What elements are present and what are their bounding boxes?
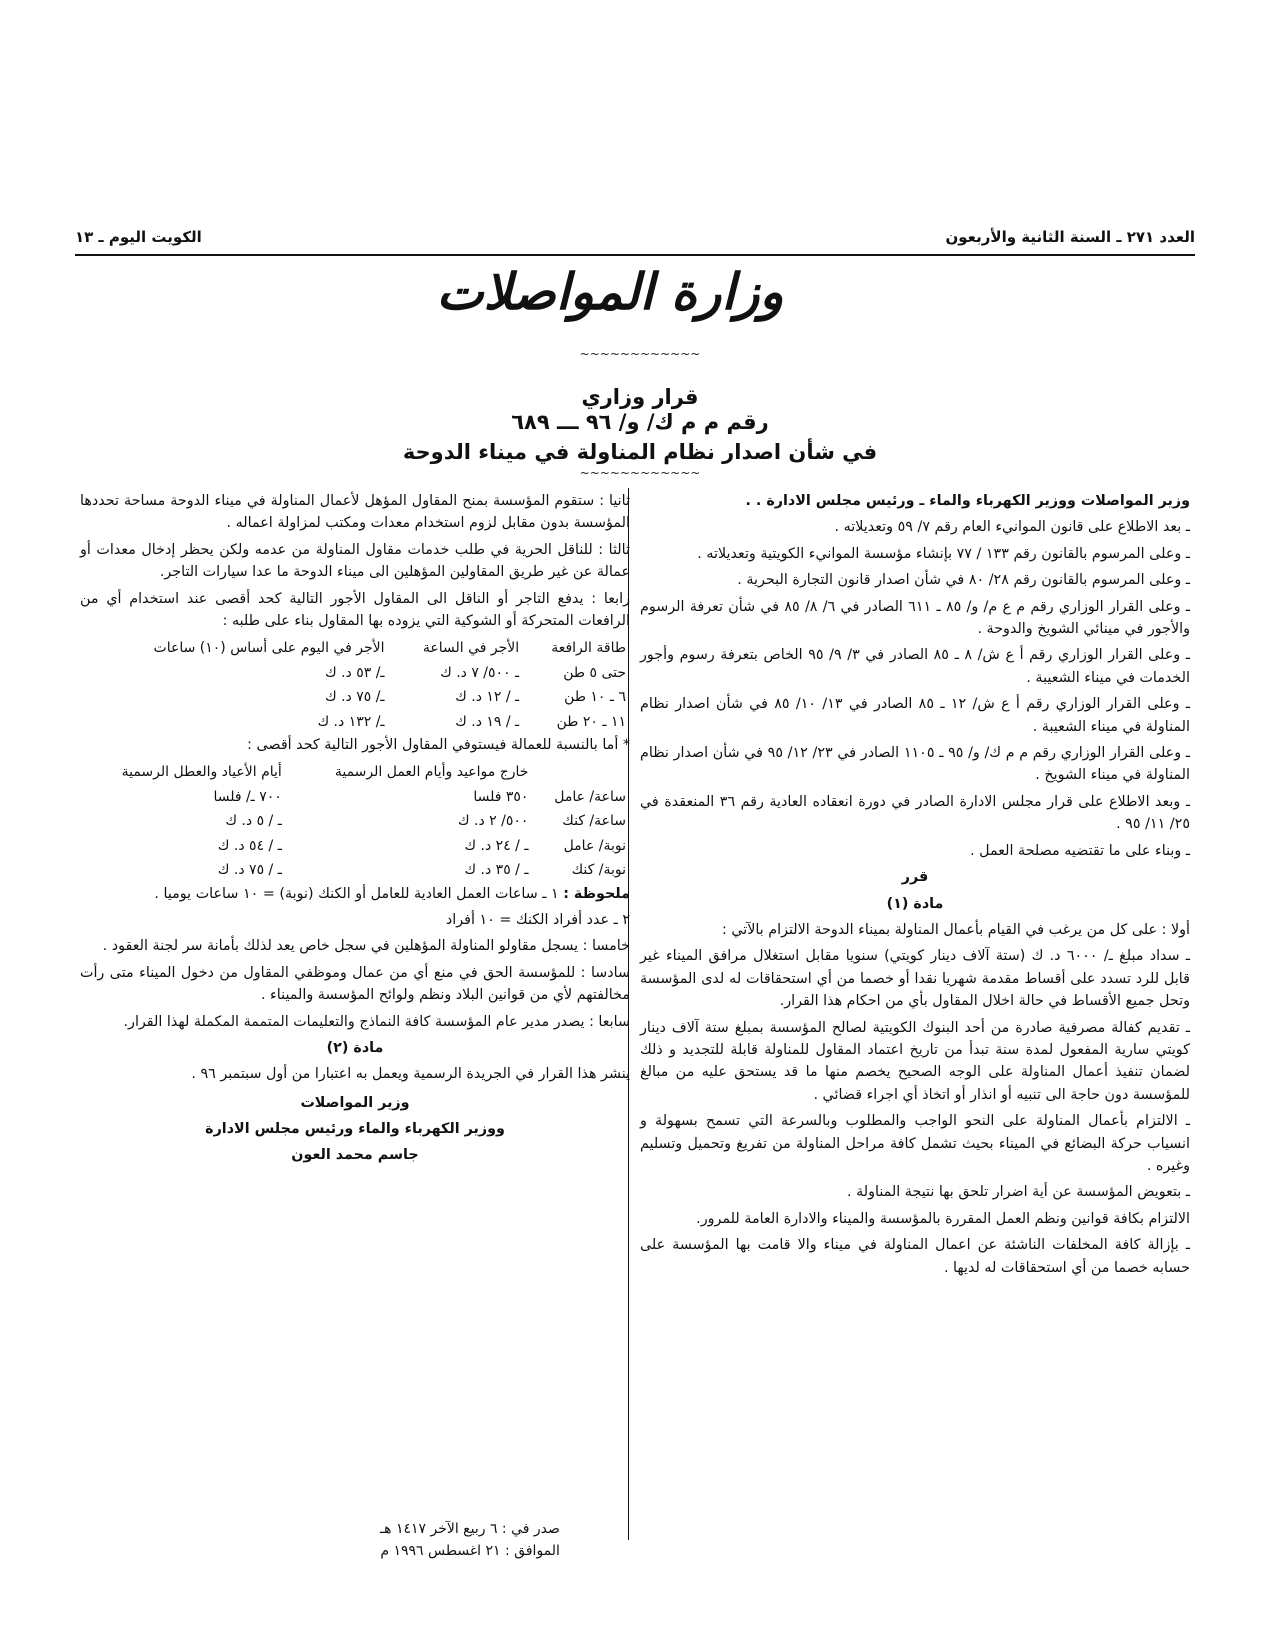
decree-title: قرار وزاري	[581, 385, 699, 409]
table-cell: ـ/ ٧٥ د. ك	[325, 689, 385, 706]
table-cell: ٧٠٠ ـ/ فلسا	[213, 788, 282, 805]
preamble-item: ـ وعلى المرسوم بالقانون رقم ٢٨/ ٨٠ في شأن اصدار قانون التجارة البحرية .	[737, 572, 1190, 589]
table-cell: ـ / ٧٥ د. ك	[217, 862, 282, 879]
table-cell: ـ / ٣٥ د. ك	[464, 862, 529, 879]
table-header-cell: الأجر في الساعة	[422, 640, 520, 657]
article-clause: سابعا : يصدر مدير عام المؤسسة كافة النماذج والتعليمات المتممة المكملة لهذا القرار.	[123, 1013, 630, 1030]
signatory-name: جاسم محمد العون	[291, 1146, 419, 1163]
note	[80, 883, 630, 905]
ornament-divider-2: ~~~~~~~~~~~~	[579, 466, 701, 480]
table-cell: ـ/ ١٣٢ د. ك	[317, 713, 385, 730]
note-label: ملحوظة :	[563, 885, 630, 902]
table-header-cell: خارج مواعيد وأيام العمل الرسمية	[334, 764, 529, 781]
decides-heading: قرر	[901, 869, 929, 886]
table-cell: ـ / ٥٤ د. ك	[217, 837, 282, 854]
table-row	[80, 685, 630, 709]
table-cell: ـ / ٥ د. ك	[225, 813, 282, 830]
left-column	[80, 490, 630, 1168]
crane-rates-table	[80, 636, 630, 734]
article-clause: ـ الالتزام بأعمال المناولة على النحو الواجب والمطلوب وبالسرعة التي تسمح بسهولة و انسياب حركة البضائع في الميناء بحيث تشمل كافة مراحل المناولة من تفريغ وتحميل وتسليم وغيره .	[640, 1113, 1190, 1174]
issued-date	[380, 1518, 560, 1562]
table-row	[80, 661, 630, 685]
table-row	[80, 834, 630, 858]
decree-number: رقم م م ك/ و/ ٩٦ ـــ ٦٨٩	[511, 410, 769, 434]
issued-gregorian: الموافق : ٢١ اغسطس ١٩٩٦ م	[380, 1543, 560, 1559]
article-clause: ينشر هذا القرار في الجريدة الرسمية ويعمل به اعتبارا من أول سبتمبر ٩٦ .	[191, 1066, 630, 1083]
table-row	[80, 785, 630, 809]
preamble-item: ـ بعد الاطلاع على قانون الموانيء العام رقم ٧/ ٥٩ وتعديلاته .	[834, 519, 1190, 536]
preamble-item: ـ وعلى القرار الوزاري رقم م م ك/ و/ ٩٥ ـ ١١٠٥ الصادر في ٢٣/ ١٢/ ٩٥ في شأن اصدار نظام المناولة في ميناء الشويخ .	[640, 745, 1190, 784]
article-clause: الالتزام بكافة قوانين ونظم العمل المقررة بالمؤسسة والميناء والادارة العامة للمرور.	[696, 1210, 1190, 1227]
article-clause: خامسا : يسجل مقاولو المناولة المؤهلين في سجل خاص يعد لذلك بأمانة سر لجنة العقود .	[102, 938, 630, 955]
table-cell: ـ / ١٢ د. ك	[455, 689, 520, 706]
labor-rates-intro: * أما بالنسبة للعمالة فيستوفي المقاول الأجور التالية كحد أقصى :	[247, 737, 630, 754]
right-column	[640, 490, 1190, 1283]
table-cell: ـ / ١٩ د. ك	[455, 713, 520, 730]
preamble-minister: وزير المواصلات ووزير الكهرباء والماء ـ ورئيس مجلس الادارة . .	[745, 493, 1190, 509]
article-clause: ـ بتعويض المؤسسة عن أية اضرار تلحق بها نتيجة المناولة .	[846, 1184, 1190, 1201]
table-header-cell: طاقة الرافعة	[551, 640, 626, 657]
table-header-cell	[532, 760, 630, 784]
ornament-divider: ~~~~~~~~~~~~	[579, 347, 701, 361]
note-text: ١ ـ ساعات العمل العادية للعامل أو الكنك (نوبة) = ١٠ ساعات يوميا .	[154, 885, 559, 902]
table-cell: ٣٥٠ فلسا	[473, 788, 529, 805]
article-clause: أولا : على كل من يرغب في القيام بأعمال المناولة بميناء الدوحة الالتزام بالآتي :	[721, 921, 1190, 938]
preamble-item: ـ وبعد الاطلاع على قرار مجلس الادارة الصادر في دورة انعقاده العادية رقم ٣٦ المنعقدة في ٢٥/ ١١/ ٩٥ .	[640, 793, 1191, 833]
table-row	[80, 710, 630, 734]
preamble-item: ـ وعلى القرار الوزاري رقم أ ع ش/ ٨ ـ ٨٥ الصادر في ٣/ ٩/ ٩٥ الخاص بتعرفة رسوم وأجور الخدمات في ميناء الشعيبة .	[640, 647, 1190, 686]
gazette-page-number: الكويت اليوم ـ ١٣	[75, 228, 202, 246]
table-cell: ٥٠٠/ ٢ د. ك	[458, 813, 529, 830]
preamble-item: ـ وعلى القرار الوزاري رقم م ع م/ و/ ٨٥ ـ ٦١١ الصادر في ٦/ ٨/ ٨٥ في شأن تعرفة الرسوم والأجور في مينائي الشويخ والدوحة .	[640, 598, 1190, 638]
labor-rates-table	[80, 760, 630, 882]
note-text: ٢ ـ عدد أفراد الكنك = ١٠ أفراد	[445, 911, 630, 928]
issue-number: العدد ٢٧١ ـ السنة الثانية والأربعون	[945, 228, 1195, 246]
table-header-row	[80, 760, 630, 784]
table-cell: ـ/ ٥٣ د. ك	[325, 664, 385, 681]
article-clause: رابعا : يدفع التاجر أو الناقل الى المقاول الأجور التالية كحد أقصى عند استخدام أي من الرافعات المتحركة أو الشوكية التي يزوده بها المقاول بناء على طلبه :	[80, 590, 630, 630]
preamble-item: ـ وبناء على ما تقتضيه مصلحة العمل .	[970, 842, 1190, 859]
table-cell: ساعة/ عامل	[554, 788, 626, 805]
article-2-heading: مادة (٢)	[326, 1039, 384, 1056]
article-clause: ـ تقديم كفالة مصرفية صادرة من أحد البنوك الكويتية لصالح المؤسسة بمبلغ ستة آلاف دينار كويتي سارية المفعول لمدة سنة تبدأ من تاريخ اعتماد المقاول للمناولة قابلة للتجديد و ذلك لضمان تنفيذ أعمال المناولة على الوجه الصحيح يخصم منها ما قد يستحق عليه من مبالغ للمؤسسة دون حاجة الى تنبيه أو انذار أو اتخاذ أي اجراء قضائي .	[640, 1019, 1190, 1103]
signature-block	[80, 1090, 630, 1168]
article-1-heading: مادة (١)	[886, 895, 944, 912]
article-clause: ـ بإزالة كافة المخلفات الناشئة عن اعمال المناولة في ميناء والا قامت بها المؤسسة على حسابه خصما من أي استحقاقات له لديها .	[640, 1237, 1190, 1276]
article-clause: ثالثا : للناقل الحرية في طلب خدمات مقاول المناولة من عدمه ولكن يحظر إدخال معدات أو عمالة عن غير طريق المقاولين المؤهلين الى ميناء الدوحة ما عدا سيارات التاجر.	[80, 541, 630, 581]
table-cell: ـ / ٢٤ د. ك	[464, 837, 529, 854]
table-cell: ١١ ـ ٢٠ طن	[556, 713, 626, 730]
table-row	[80, 809, 630, 833]
table-cell: حتى ٥ طن	[563, 664, 626, 681]
article-clause: ثانيا : ستقوم المؤسسة بمنح المقاول المؤهل لأعمال المناولة في ميناء الدوحة مساحة تحددها المؤسسة بدون مقابل لزوم استخدام معدات ومكتب لمزاولة اعماله .	[80, 493, 630, 532]
table-cell: ـ ٥٠٠/ ٧ د. ك	[440, 664, 520, 681]
table-cell: ٦ ـ ١٠ طن	[564, 689, 626, 706]
table-row	[80, 858, 630, 882]
page-header	[75, 228, 1195, 252]
table-cell: نوبة/ عامل	[563, 837, 626, 854]
table-header-row	[80, 636, 630, 660]
preamble-item: ـ وعلى المرسوم بالقانون رقم ١٣٣ / ٧٧ بإنشاء مؤسسة الموانيء الكويتية وتعديلاته .	[697, 545, 1190, 562]
issued-hijri: صدر في : ٦ ربيع الآخر ١٤١٧ هـ	[380, 1521, 560, 1537]
header-rule	[75, 254, 1195, 256]
article-clause: ـ سداد مبلغ ـ/ ٦٠٠٠ د. ك (ستة آلاف دينار كويتي) سنويا مقابل استغلال مرافق الميناء غير قابل للرد تسدد على أقساط مقدمة شهريا نقدا أو خصما من أي استحقاقات له لدى المؤسسة وتحل جميع الأقساط في حالة اخلال المقاول بأي من احكام هذا القرار.	[640, 948, 1190, 1010]
ministry-heading: وزارة المواصلات	[436, 262, 784, 321]
article-clause: سادسا : للمؤسسة الحق في منع أي من عمال وموظفي المقاول من دخول الميناء متى رأت مخالفتهم لأي من قوانين البلاد ونظم ولوائح المؤسسة والميناء .	[80, 964, 630, 1004]
table-header-cell: أيام الأعياد والعطل الرسمية	[121, 764, 282, 781]
table-header-cell: الأجر في اليوم على أساس (١٠) ساعات	[153, 640, 385, 657]
signatory-title: وزير المواصلات	[300, 1094, 410, 1111]
signatory-title: ووزير الكهرباء والماء ورئيس مجلس الادارة	[205, 1120, 505, 1137]
table-cell: نوبة/ كنك	[571, 862, 626, 879]
preamble-item: ـ وعلى القرار الوزاري رقم أ ع ش/ ١٢ ـ ٨٥ الصادر في ١٣/ ١٠/ ٨٥ في شأن اصدار نظام المناولة في ميناء الشعيبة .	[640, 696, 1190, 735]
table-cell: ساعة/ كنك	[562, 813, 626, 830]
decree-subject: في شأن اصدار نظام المناولة في ميناء الدوحة	[402, 440, 878, 464]
